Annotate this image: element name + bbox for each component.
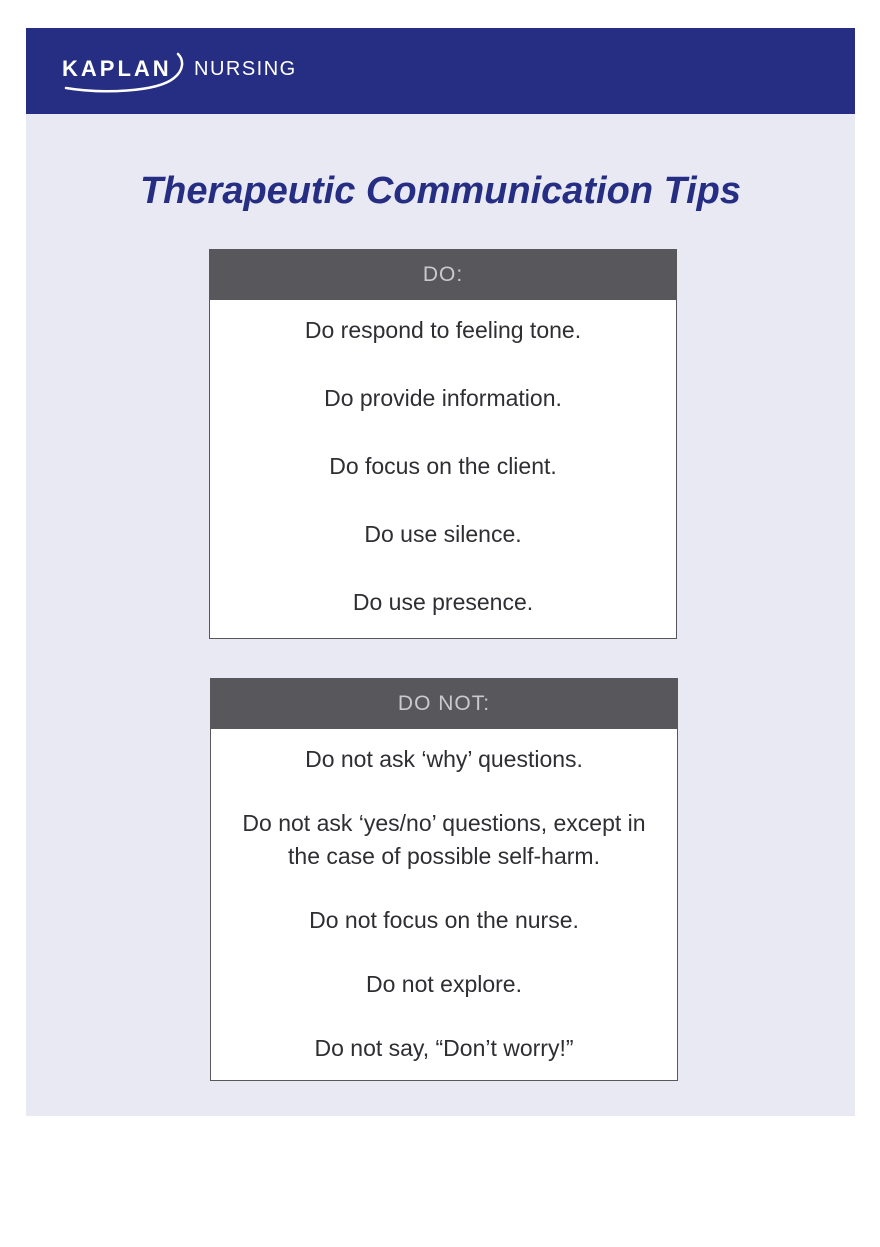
logo-nursing-text: NURSING: [194, 58, 297, 80]
do-tip: Do provide information.: [324, 385, 562, 411]
logo-swoosh-icon: [62, 48, 192, 96]
do-tip: Do focus on the client.: [329, 453, 557, 479]
donot-tip: Do not explore.: [366, 971, 522, 997]
do-tip: Do use silence.: [364, 521, 522, 547]
do-card-body: [210, 300, 676, 619]
page-sheet: [26, 28, 855, 1116]
donot-card: [210, 678, 678, 1081]
donot-tip: Do not say, “Don’t worry!”: [314, 1035, 574, 1061]
page-title: Therapeutic Communication Tips: [139, 170, 742, 212]
do-card-heading: DO:: [210, 250, 676, 300]
do-tip: Do use presence.: [352, 589, 534, 615]
donot-tip: Do not focus on the nurse.: [309, 907, 579, 933]
logo-kaplan-text: KAPLAN: [62, 56, 172, 81]
donot-tip: Do not ask ‘why’ questions.: [305, 746, 583, 772]
header-band: [26, 28, 855, 114]
do-card: [209, 249, 677, 639]
donot-card-heading: DO NOT:: [211, 679, 677, 729]
donot-tip: Do not ask ‘yes/no’ questions, except in the case of possible self-harm.: [242, 810, 646, 869]
kaplan-nursing-logo: [62, 48, 322, 98]
do-tip: Do respond to feeling tone.: [304, 317, 582, 343]
donot-card-body: [211, 729, 677, 1065]
